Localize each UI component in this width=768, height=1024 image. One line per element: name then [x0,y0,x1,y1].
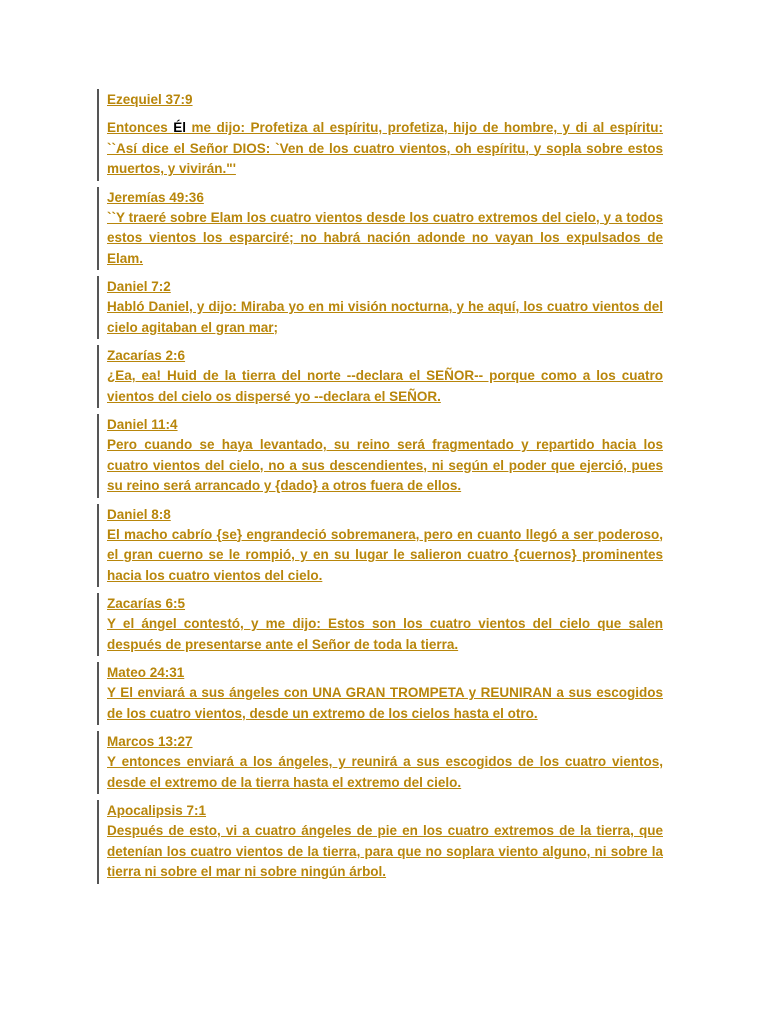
verse-reference-link[interactable]: Daniel 7:2 [107,279,171,294]
verse-entry [97,504,663,588]
verse-reference-link[interactable]: Ezequiel 37:9 [107,92,193,107]
verse-text[interactable] [107,118,663,180]
verse-text[interactable]: ¿Ea, ea! Huid de la tierra del norte --declara el SEÑOR-- porque como a los cuatro vientos del cielo os dispersé yo --declara el SEÑOR. [107,368,663,404]
verse-entry [97,414,663,498]
verse-reference-link[interactable]: Mateo 24:31 [107,665,185,680]
verse-entry [97,593,663,656]
verse-reference-link[interactable]: Zacarías 2:6 [107,348,186,363]
verse-entry [97,731,663,794]
verse-text[interactable]: Habló Daniel, y dijo: Miraba yo en mi visión nocturna, y he aquí, los cuatro vientos del cielo agitaban el gran mar; [107,299,663,335]
verse-reference-link[interactable]: Marcos 13:27 [107,734,193,749]
verse-reference-link[interactable]: Daniel 11:4 [107,417,178,432]
verse-text[interactable]: Y entonces enviará a los ángeles, y reunirá a sus escogidos de los cuatro vientos, desde el extremo de la tierra hasta el extremo del cielo. [107,754,663,790]
verse-entry [97,662,663,725]
verse-reference-link[interactable]: Daniel 8:8 [107,506,171,522]
verse-text[interactable]: ``Y traeré sobre Elam los cuatro vientos desde los cuatro extremos del cielo, y a todos estos vientos los esparciré; no habrá nación adonde no vayan los expulsados de Elam. [107,209,663,266]
verse-text-start[interactable]: Entonces [107,120,174,135]
verse-entry [97,345,663,408]
verse-text[interactable]: Y El enviará a sus ángeles con UNA GRAN TROMPETA y REUNIRAN a sus escogidos de los cuatro vientos, desde un extremo de los cielos hasta el otro. [107,685,663,721]
verse-reference-link[interactable]: Jeremías 49:36 [107,189,204,205]
verse-text-rest[interactable]: me dijo: Profetiza al espíritu, profetiza, hijo de hombre, y di al espíritu: ``Así dice el Señor DIOS: `Ven de los cuatro vientos, oh espíritu, y sopla sobre estos muertos, y vivirán."' [107,120,664,176]
verse-reference-link[interactable]: Apocalipsis 7:1 [107,803,207,818]
verse-entry [97,276,663,339]
verse-text[interactable]: Pero cuando se haya levantado, su reino será fragmentado y repartido hacia los cuatro vientos del cielo, no a sus descendientes, ni según el poder que ejerció, pues su reino será arrancado y {dado} a otros fuera de ellos. [107,437,663,493]
verse-entry [97,800,663,884]
verse-entry [97,89,663,181]
verse-text[interactable]: Después de esto, vi a cuatro ángeles de pie en los cuatro extremos de la tierra, que detenían los cuatro vientos de la tierra, para que no soplara viento alguno, ni sobre la tierra ni sobre el mar ni sobre ningún árbol. [107,823,663,879]
verse-reference-link[interactable]: Zacarías 6:5 [107,596,186,611]
highlighted-word[interactable]: Él [173,120,187,135]
verse-entry [97,187,663,271]
verse-text[interactable]: Y el ángel contestó, y me dijo: Estos son los cuatro vientos del cielo que salen después de presentarse ante el Señor de toda la tierra. [107,616,663,652]
verse-text[interactable]: El macho cabrío {se} engrandeció sobremanera, pero en cuanto llegó a ser poderoso, el gran cuerno se le rompió, y en su lugar le salieron cuatro {cuernos} prominentes hacia los cuatro vientos del cielo. [107,526,663,583]
document-body [97,89,663,890]
